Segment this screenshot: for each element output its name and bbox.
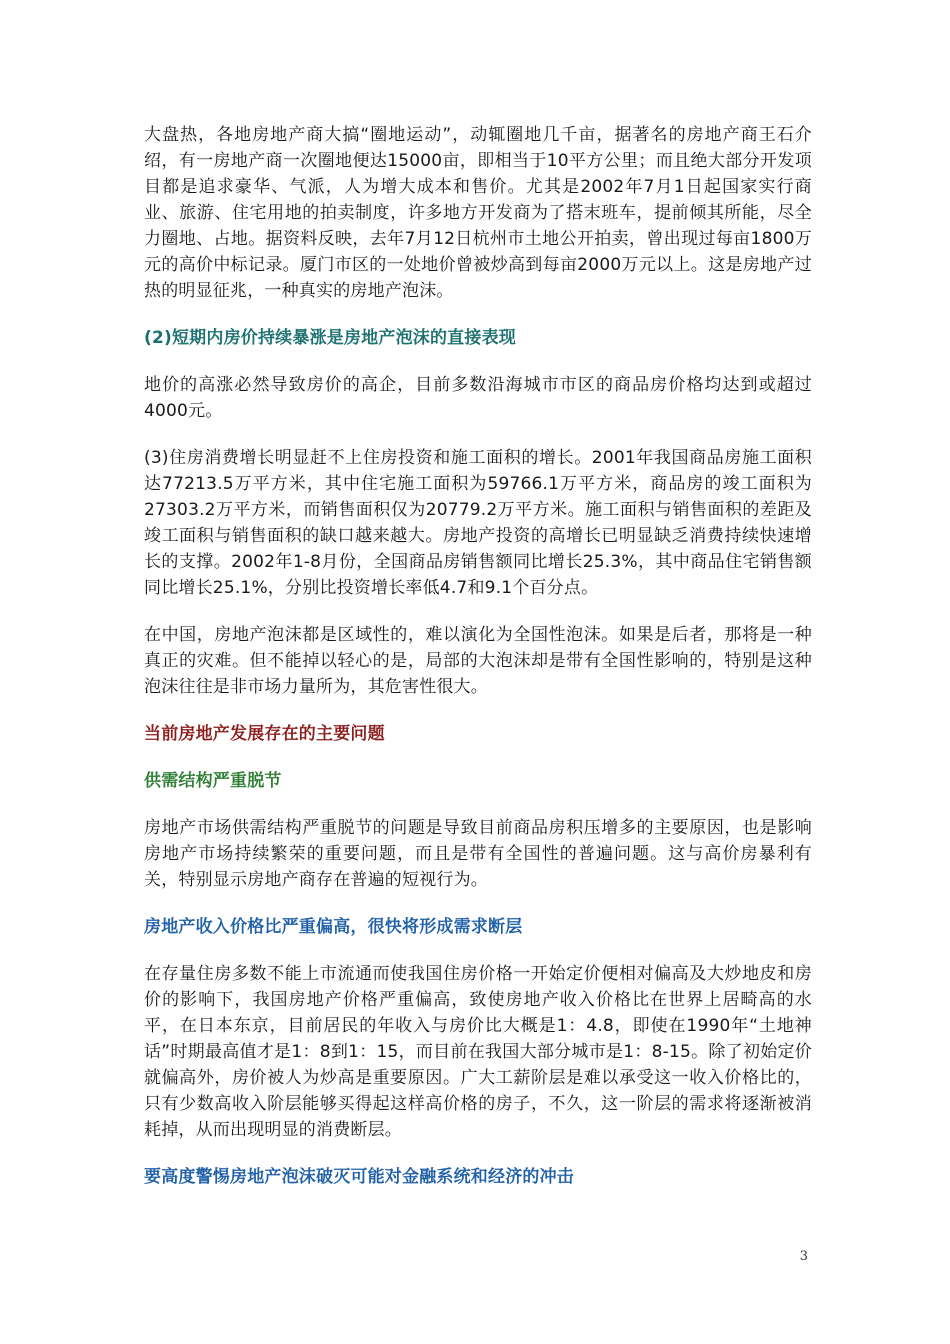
heading-main-problems: 当前房地产发展存在的主要问题 (144, 724, 385, 744)
heading-income-price-ratio: 房地产收入价格比严重偏高，很快将形成需求断层 (144, 917, 523, 937)
paragraph-supply-demand: 房地产市场供需结构严重脱节的问题是导致目前商品房积压增多的主要原因，也是影响房地产市场持续繁荣的重要问题，而且是带有全国性的普遍问题。这与高价房暴利有关，特别显示房地产商存在普遍的短视行为。 (144, 818, 812, 890)
paragraph-consumption-growth: (3)住房消费增长明显赶不上住房投资和施工面积的增长。2001年我国商品房施工面积达77213.5万平方米，其中住宅施工面积为59766.1万平方米，商品房的竣工面积为27303.2万平方米，而销售面积仅为20779.2万平方米。施工面积与销售面积的差距及竣工面积与销售面积的缺口越来越大。房地产投资的高增长已明显缺乏消费持续快速增长的支撑。2002年1-8月份，全国商品房销售额同比增长25.3%，其中商品住宅销售额同比增长25.1%，分别比投资增长率低4.7和9.1个百分点。 (144, 448, 812, 598)
paragraph-regional-bubble: 在中国，房地产泡沫都是区域性的，难以演化为全国性泡沫。如果是后者，那将是一种真正的灾难。但不能掉以轻心的是，局部的大泡沫却是带有全国性影响的，特别是这种泡沫往往是非市场力量所为，其危害性很大。 (144, 625, 812, 697)
page-number: 3 (799, 1249, 808, 1264)
paragraph-land-frenzy: 大盘热，各地房地产商大搞“圈地运动”，动辄圈地几千亩，据著名的房地产商王石介绍，有一房地产商一次圈地便达15000亩，即相当于10平方公里；而且绝大部分开发项目都是追求豪华、气派，人为增大成本和售价。尤其是2002年7月1日起国家实行商业、旅游、住宅用地的拍卖制度，许多地方开发商为了搭末班车，提前倾其所能，尽全力圈地、占地。据资料反映，去年7月12日杭州市土地公开拍卖，曾出现过每亩1800万元的高价中标记录。厦门市区的一处地价曾被炒高到每亩2000万元以上。这是房地产过热的明显征兆，一种真实的房地产泡沫。 (144, 125, 812, 301)
heading-supply-demand: 供需结构严重脱节 (144, 771, 282, 791)
paragraph-land-price: 地价的高涨必然导致房价的高企，目前多数沿海城市市区的商品房价格均达到或超过4000元。 (144, 375, 812, 421)
paragraph-income-price-ratio: 在存量住房多数不能上市流通而使我国住房价格一开始定价便相对偏高及大炒地皮和房价的影响下，我国房地产价格严重偏高，致使房地产收入价格比在世界上居畸高的水平，在日本东京，目前居民的年收入与房价比大概是1：4.8，即使在1990年“土地神话”时期最高值才是1：8到1：15，而目前在我国大部分城市是1：8-15。除了初始定价就偏高外，房价被人为炒高是重要原因。广大工薪阶层是难以承受这一收入价格比的，只有少数高收入阶层能够买得起这样高价格的房子，不久，这一阶层的需求将逐渐被消耗掉，从而出现明显的消费断层。 (144, 964, 812, 1140)
document-page (144, 122, 812, 1211)
heading-bubble-warning: 要高度警惕房地产泡沫破灭可能对金融系统和经济的冲击 (144, 1167, 574, 1187)
heading-price-surge: (2)短期内房价持续暴涨是房地产泡沫的直接表现 (144, 328, 516, 348)
